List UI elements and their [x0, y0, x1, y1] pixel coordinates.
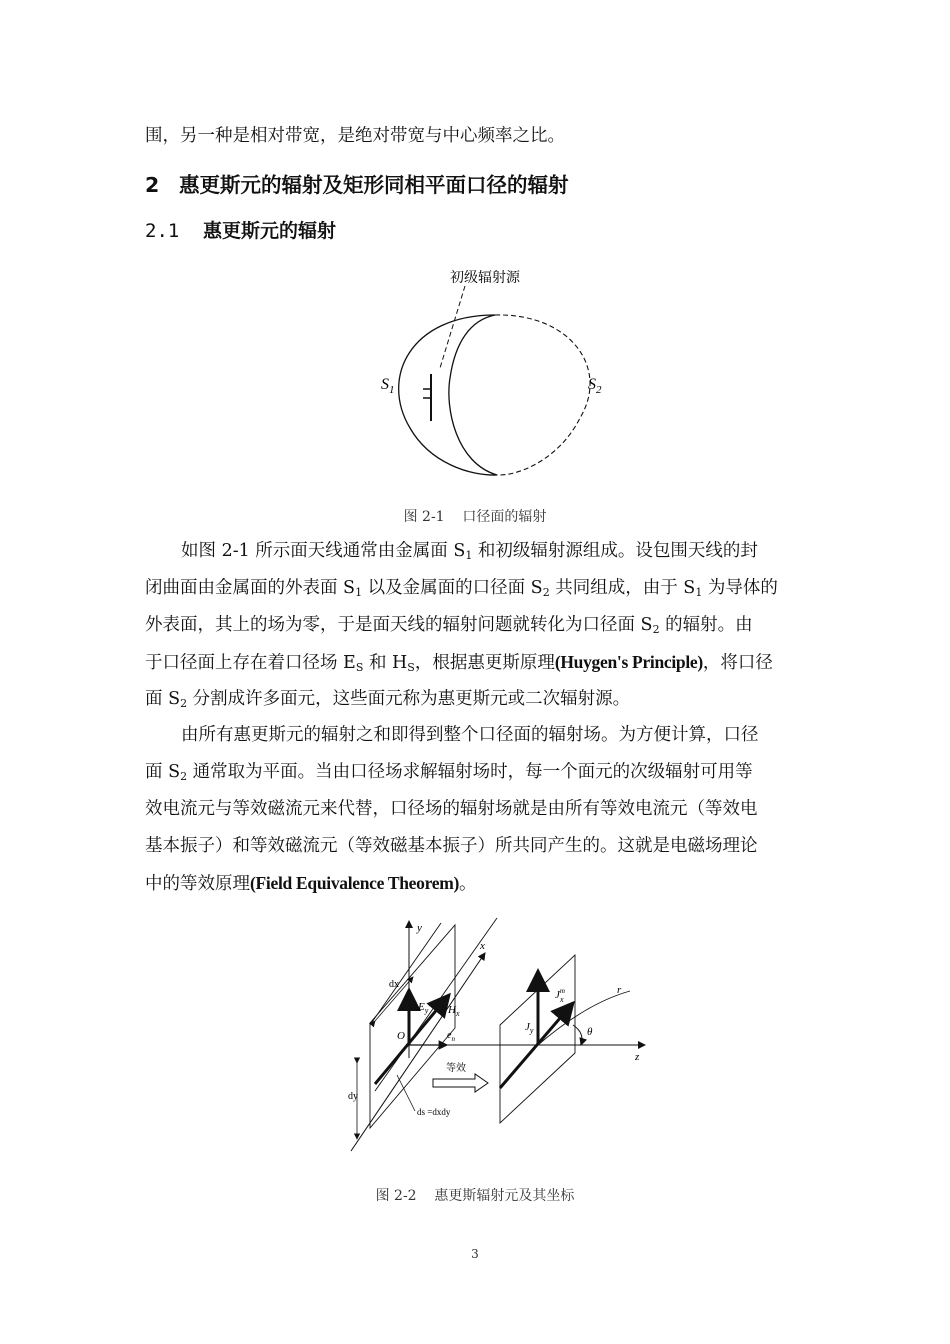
label-s1: $S_1$ [381, 376, 395, 396]
text-line: 面 $S_2$ 分割成许多面元，这些面元称为惠更斯元或二次辐射源。 [145, 689, 631, 710]
x-axis [351, 953, 485, 1151]
jy-label: $J_y$ [525, 1021, 534, 1035]
page-number: 3 [471, 1247, 479, 1261]
diag-line [370, 923, 441, 1025]
text-line: 基本振子）和等效磁流元（等效磁基本振子）所共同产生的。这就是电磁场理论 [145, 836, 758, 856]
origin-label: O [397, 1030, 405, 1042]
text-line: 如图 2-1 所示面天线通常由金属面 $S_1$ 和初级辐射源组成。设包围天线的封 [181, 541, 758, 562]
text-line: 由所有惠更斯元的辐射之和即得到整个口径面的辐射场。为方便计算，口径 [181, 725, 759, 745]
aperture-surface-s2 [495, 315, 590, 475]
text-line: 围，另一种是相对带宽，是绝对带宽与中心频率之比。 [145, 126, 565, 146]
subsection-number: 2.1 [145, 220, 180, 242]
section-heading [145, 168, 569, 198]
dy-label: dy [348, 1091, 358, 1102]
figure-caption: 图 2-1 口径面的辐射 [403, 509, 547, 525]
text-line: 面 $S_2$ 通常取为平面。当由口径场求解辐射场时，每一个面元的次级辐射可用等 [145, 762, 753, 783]
text-line: 闭曲面由金属面的外表面 $S_1$ 以及金属面的口径面 $S_2$ 共同组成，由于 $S_1$ 为导体的 [145, 578, 778, 599]
en-label: $e_n$ [447, 1030, 455, 1043]
x-axis-label: x [480, 940, 485, 952]
equivalence-arrow [433, 1074, 488, 1092]
ey-label: $E_y$ [418, 1001, 429, 1015]
diag-line [375, 918, 497, 1091]
ds-label: ds =dxdy [417, 1107, 451, 1117]
figure-huygens-element [345, 913, 665, 1158]
subsection-heading [145, 216, 336, 243]
paragraph [145, 533, 807, 718]
theta-label: θ [587, 1026, 593, 1038]
figure-caption: 图 2-2 惠更斯辐射元及其坐标 [375, 1188, 575, 1204]
metal-surface-s1 [399, 315, 497, 475]
figure-aperture-radiation [370, 258, 620, 488]
label-s2: $S_2$ [588, 376, 602, 396]
y-axis-label: y [417, 922, 422, 934]
dx-label: dx [389, 979, 399, 990]
r-direction [538, 991, 630, 1045]
section-number: 2 [145, 173, 160, 197]
r-label: r [617, 984, 622, 996]
primary-source-label: 初级辐射源 [450, 271, 520, 286]
hx-label: $H_x$ [448, 1004, 460, 1018]
z-axis-label: z [635, 1051, 640, 1063]
section-title: 惠更斯元的辐射及矩形同相平面口径的辐射 [179, 173, 569, 197]
text-line: 效电流元与等效磁流元来代替，口径场的辐射场就是由所有等效电流元（等效电 [145, 799, 758, 819]
source-pointer [440, 286, 465, 368]
text-line: 外表面，其上的场为零，于是面天线的辐射问题就转化为口径面 $S_2$ 的辐射。由 [145, 615, 753, 636]
equivalence-label: 等效 [446, 1063, 466, 1074]
paragraph-continuation [145, 118, 807, 155]
text-line: 于口径面上存在着口径场 $E_S$ 和 $H_S$，根据惠更斯原理(Huygen's Principle)，将口径 [145, 652, 773, 674]
subsection-title: 惠更斯元的辐射 [203, 220, 337, 242]
text-line: 中的等效原理(Field Equivalence Theorem)。 [145, 873, 477, 894]
jm-label: $J^m$ x [555, 987, 565, 1004]
theta-arc [573, 1025, 582, 1045]
surface-element-left [370, 925, 455, 1128]
paragraph [145, 717, 807, 902]
